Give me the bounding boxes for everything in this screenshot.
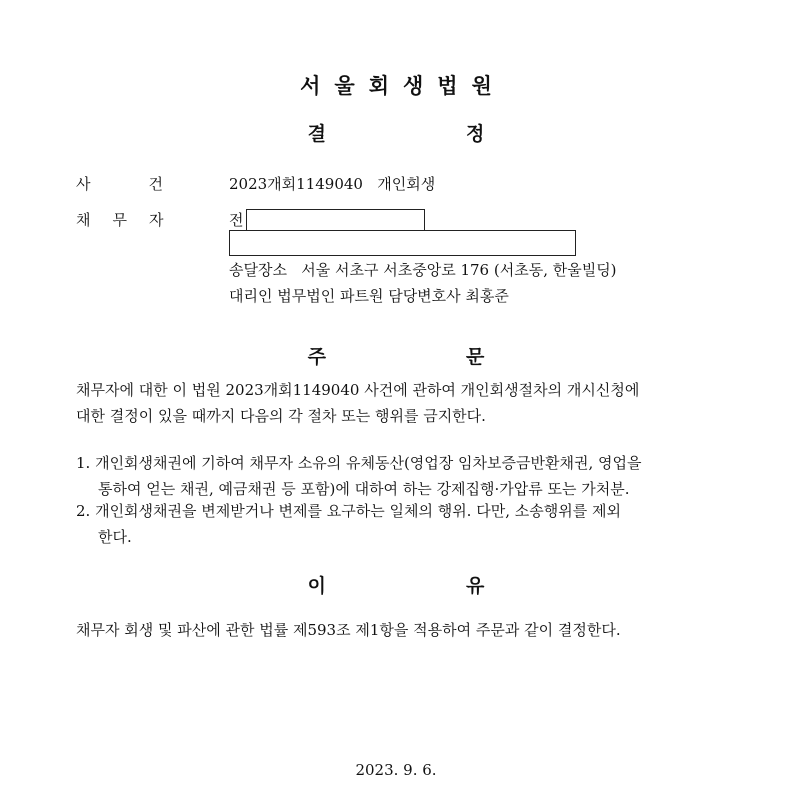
reason-heading-char-2: 유 — [466, 575, 485, 597]
order-intro — [76, 377, 639, 429]
court-name: 서울회생법원 — [300, 74, 506, 98]
order-item — [76, 450, 641, 502]
service-address: 송달장소 서울 서초구 서초중앙로 176 (서초동, 한울빌딩) — [229, 261, 617, 279]
debtor-label — [76, 206, 164, 234]
reason-text: 채무자 회생 및 파산에 관한 법률 제593조 제1항을 적용하여 주문과 같이 결정한다. — [76, 621, 621, 639]
document-type-heading — [0, 119, 792, 146]
reason-heading — [0, 571, 792, 598]
order-item-line: 통하여 얻는 채권, 예금채권 등 포함)에 대하여 하는 강제집행·가압류 또는 가처분. — [98, 480, 630, 498]
case-label-char-1: 사 — [76, 175, 91, 193]
representative: 대리인 법무법인 파트원 담당변호사 최홍준 — [229, 287, 509, 305]
debtor-label-char-2: 무 — [112, 211, 127, 229]
order-heading-char-2: 문 — [466, 346, 485, 368]
case-label — [76, 170, 163, 198]
debtor-label-char-1: 채 — [76, 211, 91, 229]
debtor-name-prefix: 전 — [229, 211, 244, 229]
case-label-char-2: 건 — [148, 175, 163, 193]
reason-heading-char-1: 이 — [307, 575, 326, 597]
order-item-line: 한다. — [98, 528, 132, 546]
debtor-label-char-3: 자 — [149, 211, 164, 229]
case-number: 2023개회1149040 개인회생 — [229, 175, 436, 193]
redacted-debtor-address — [229, 230, 576, 256]
order-heading-char-1: 주 — [307, 346, 326, 368]
doc-type-char-1: 결 — [307, 123, 326, 145]
order-item-line: 1. 개인회생채권에 기하여 채무자 소유의 유체동산(영업장 임차보증금반환채권, 영업을 — [76, 454, 642, 472]
order-intro-line: 채무자에 대한 이 법원 2023개회1149040 사건에 관하여 개인회생절차의 개시신청에 — [76, 381, 640, 399]
order-item — [76, 498, 621, 550]
order-item-line: 2. 개인회생채권을 변제받거나 변제를 요구하는 일체의 행위. 다만, 소송행위를 제외 — [76, 502, 621, 520]
order-heading — [0, 342, 792, 369]
redacted-debtor-name — [246, 209, 425, 231]
doc-type-char-2: 정 — [466, 123, 485, 145]
order-intro-line: 대한 결정이 있을 때까지 다음의 각 절차 또는 행위를 금지한다. — [76, 407, 486, 425]
decision-date: 2023. 9. 6. — [355, 761, 437, 779]
